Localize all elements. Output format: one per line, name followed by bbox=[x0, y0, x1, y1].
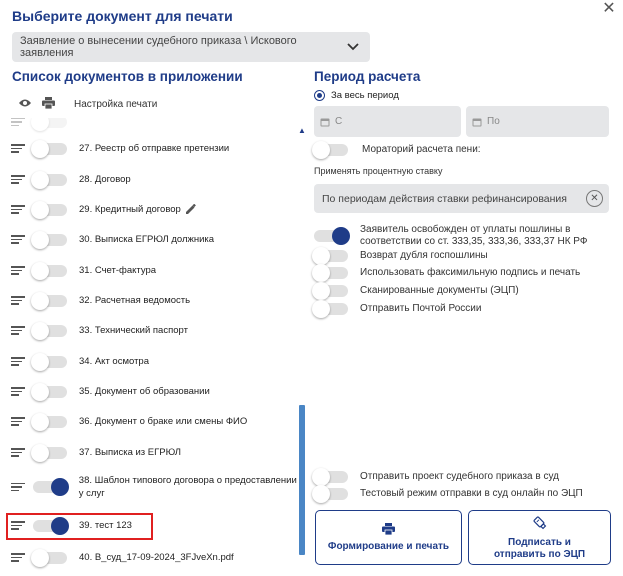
option-label: Отправить Почтой России bbox=[360, 303, 482, 314]
drag-handle-icon[interactable] bbox=[11, 326, 27, 335]
list-item-label: 32. Расчетная ведомость bbox=[79, 295, 191, 306]
moratorium-label: Мораторий расчета пени: bbox=[362, 144, 481, 155]
list-item-label: 39. тест 123 bbox=[79, 520, 132, 531]
calendar-icon bbox=[320, 117, 330, 127]
moratorium-toggle-row bbox=[314, 144, 481, 156]
date-from-placeholder: С bbox=[335, 116, 343, 127]
document-select-value: Заявление о вынесении судебного приказа \ Искового заявления bbox=[20, 35, 297, 59]
option-label: Отправить проект судебного приказа в суд bbox=[360, 471, 559, 482]
print-button[interactable] bbox=[315, 510, 462, 565]
eye-icon bbox=[18, 98, 34, 111]
drag-handle-icon[interactable] bbox=[11, 205, 27, 214]
option-label: Заявитель освобожден от уплаты пошлины в соответствии со ст. 333,35, 333,36, 333,37 НК РФ bbox=[360, 224, 588, 247]
toggle[interactable] bbox=[314, 285, 348, 297]
list-item bbox=[0, 415, 298, 428]
drag-handle-icon[interactable] bbox=[11, 483, 27, 492]
document-select[interactable] bbox=[12, 32, 370, 62]
list-item bbox=[0, 142, 298, 155]
radio-label: За весь период bbox=[331, 90, 399, 101]
toggle[interactable] bbox=[314, 471, 348, 483]
option-row bbox=[314, 285, 519, 297]
calendar-icon bbox=[472, 117, 482, 127]
option-label: Возврат дубля госпошлины bbox=[360, 250, 488, 261]
toggle[interactable] bbox=[33, 143, 67, 155]
option-label: Сканированные документы (ЭЦП) bbox=[360, 285, 519, 296]
list-item-label: 28. Договор bbox=[79, 174, 131, 185]
list-item bbox=[0, 474, 298, 500]
rate-label: Применять процентную ставку bbox=[314, 166, 443, 176]
list-item-label: 37. Выписка из ЕГРЮЛ bbox=[79, 447, 182, 458]
option-label: Тестовый режим отправки в суд онлайн по ЭЦП bbox=[360, 488, 583, 499]
list-item-label: 31. Счет-фактура bbox=[79, 265, 157, 276]
list-item-label: 29. Кредитный договор bbox=[79, 204, 181, 215]
sign-send-button[interactable] bbox=[468, 510, 611, 565]
toggle[interactable] bbox=[33, 234, 67, 246]
list-item-label: 38. Шаблон типового договора о предоставлении у слуг bbox=[78, 475, 297, 499]
list-item-label: 33. Технический паспорт bbox=[79, 325, 188, 336]
sign-send-button-label: Подписать и отправить по ЭЦП bbox=[493, 536, 586, 560]
list-item-label: 35. Документ об образовании bbox=[79, 386, 210, 397]
toggle[interactable] bbox=[33, 325, 67, 337]
option-row bbox=[314, 303, 481, 315]
scroll-up-icon[interactable]: ▲ bbox=[298, 126, 306, 135]
printer-icon bbox=[42, 97, 58, 112]
drag-handle-icon[interactable] bbox=[11, 118, 27, 126]
dialog-title: Выберите документ для печати bbox=[12, 8, 233, 24]
printer-icon bbox=[382, 523, 395, 535]
pencil-icon[interactable] bbox=[185, 204, 196, 215]
list-item bbox=[0, 173, 298, 186]
toggle[interactable] bbox=[33, 295, 67, 307]
list-item bbox=[0, 203, 298, 216]
clear-icon[interactable]: ✕ bbox=[586, 190, 603, 207]
period-heading: Период расчета bbox=[314, 69, 421, 84]
toggle[interactable] bbox=[33, 174, 67, 186]
list-item-partial bbox=[0, 118, 298, 128]
list-item bbox=[0, 355, 298, 368]
toggle[interactable] bbox=[314, 303, 348, 315]
option-row bbox=[314, 267, 580, 279]
close-icon[interactable]: ✕ bbox=[602, 0, 616, 17]
toggle[interactable] bbox=[33, 204, 67, 216]
drag-handle-icon[interactable] bbox=[11, 417, 27, 426]
toggle[interactable] bbox=[33, 118, 67, 128]
list-item bbox=[0, 551, 298, 564]
list-item bbox=[0, 233, 298, 246]
toggle[interactable] bbox=[33, 265, 67, 277]
drag-handle-icon[interactable] bbox=[11, 144, 27, 153]
documents-list-header bbox=[12, 94, 302, 114]
list-item bbox=[0, 324, 298, 337]
toggle[interactable] bbox=[33, 447, 67, 459]
drag-handle-icon[interactable] bbox=[11, 357, 27, 366]
toggle[interactable] bbox=[33, 356, 67, 368]
toggle[interactable] bbox=[33, 552, 67, 564]
drag-handle-icon[interactable] bbox=[11, 235, 27, 244]
date-from-field[interactable] bbox=[314, 106, 461, 137]
drag-handle-icon[interactable] bbox=[11, 296, 27, 305]
drag-handle-icon[interactable] bbox=[11, 448, 27, 457]
date-to-placeholder: По bbox=[487, 116, 500, 127]
list-item bbox=[0, 264, 298, 277]
rate-select-value: По периодам действия ставки рефинансирования bbox=[322, 192, 567, 205]
print-button-label: Формирование и печать bbox=[327, 540, 450, 552]
list-item-label: 27. Реестр об отправке претензии bbox=[79, 143, 230, 154]
toggle[interactable] bbox=[314, 144, 348, 156]
option-row bbox=[314, 488, 583, 500]
date-to-field[interactable] bbox=[466, 106, 609, 137]
toggle[interactable] bbox=[314, 250, 348, 262]
toggle[interactable] bbox=[314, 488, 348, 500]
drag-handle-icon[interactable] bbox=[11, 266, 27, 275]
option-label: Использовать факсимильную подпись и печать bbox=[360, 267, 581, 278]
drag-handle-icon[interactable] bbox=[11, 175, 27, 184]
radio-whole-period[interactable] bbox=[314, 90, 399, 101]
list-item bbox=[0, 385, 298, 398]
drag-handle-icon[interactable] bbox=[11, 387, 27, 396]
usb-key-icon bbox=[532, 515, 548, 531]
toggle[interactable] bbox=[33, 386, 67, 398]
toggle[interactable] bbox=[33, 481, 67, 493]
list-item-label: 36. Документ о браке или смены ФИО bbox=[79, 416, 248, 427]
print-settings-label: Настройка печати bbox=[74, 98, 158, 110]
list-item bbox=[0, 446, 298, 459]
option-row bbox=[314, 224, 605, 248]
toggle[interactable] bbox=[33, 416, 67, 428]
chevron-down-icon bbox=[346, 40, 360, 54]
selection-highlight bbox=[6, 513, 153, 540]
list-item bbox=[0, 294, 298, 307]
documents-list bbox=[0, 118, 310, 576]
option-row bbox=[314, 471, 559, 483]
radio-button[interactable] bbox=[314, 90, 325, 101]
documents-list-heading: Список документов в приложении bbox=[12, 69, 243, 84]
toggle[interactable] bbox=[314, 267, 348, 279]
option-row bbox=[314, 250, 488, 262]
list-item-label: 30. Выписка ЕГРЮЛ должника bbox=[79, 234, 215, 245]
drag-handle-icon[interactable] bbox=[11, 553, 27, 562]
rate-select[interactable] bbox=[314, 184, 609, 213]
list-item-label: 40. В_суд_17-09-2024_3FJveXn.pdf bbox=[79, 552, 234, 563]
toggle[interactable] bbox=[314, 230, 348, 242]
list-item-label: 34. Акт осмотра bbox=[79, 356, 149, 367]
